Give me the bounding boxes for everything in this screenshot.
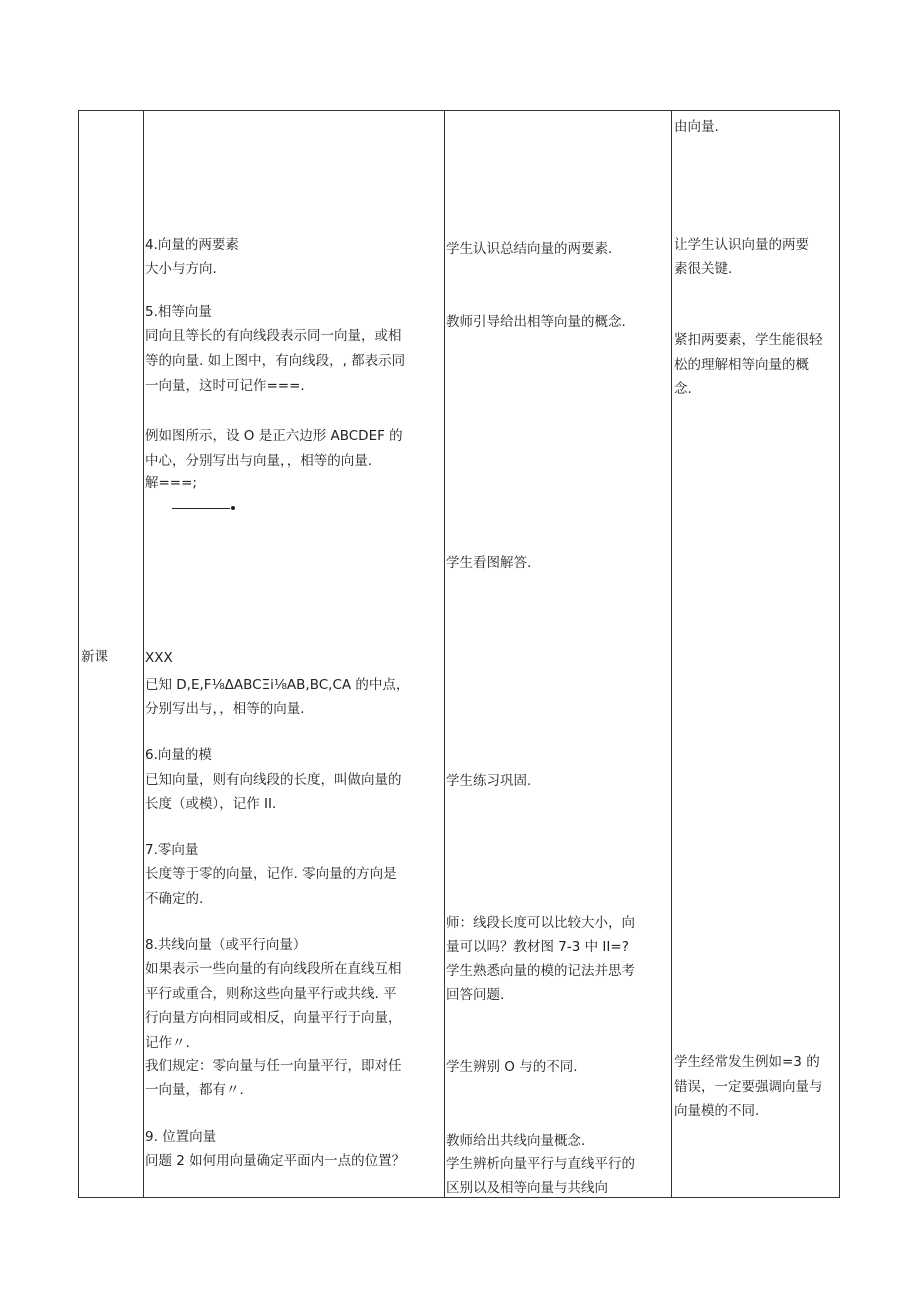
example-line: 例如图所示，设 O 是正六边形 ABCDEF 的 — [145, 428, 403, 444]
column-divider — [671, 111, 672, 1197]
activity-text: 量可以吗？教材图 7-3 中 II=? — [446, 939, 629, 955]
intent-text: 向量模的不同. — [674, 1103, 760, 1119]
item8-line: 平行或重合，则称这些向量平行或共线. 平 — [145, 986, 397, 1002]
activity-text: 教师给出共线向量概念. — [446, 1133, 586, 1149]
intent-text: 由向量. — [674, 119, 719, 135]
item9-title: 9. 位置向量 — [145, 1129, 217, 1145]
item6-line: 长度（或模），记作 II. — [145, 796, 277, 812]
item8-line: 行向量方向相同或相反，向量平行于向量， — [145, 1010, 402, 1026]
item5-line: 一向量，这时可记作===. — [145, 378, 305, 394]
activity-text: 学生熟悉向量的模的记法并思考 — [446, 963, 635, 979]
item8-line: 记作〃. — [145, 1035, 190, 1051]
activity-text: 学生看图解答. — [446, 555, 532, 571]
activity-text: 回答问题. — [446, 987, 505, 1003]
intent-text: 念. — [674, 381, 692, 397]
item9-line: 问题 2 如何用向量确定平面内一点的位置？ — [145, 1153, 406, 1169]
item8-line: 如果表示一些向量的有向线段所在直线互相 — [145, 961, 402, 977]
intent-text: 让学生认识向量的两要 — [674, 237, 809, 253]
exercise-line: 已知 D,E,F⅛ΔABCΞi⅛AB,BC,CA 的中点， — [145, 677, 410, 693]
activity-text: 学生认识总结向量的两要素. — [446, 241, 613, 257]
item4-title: 4.向量的两要素 — [145, 237, 239, 253]
example-line: 中心，分别写出与向量，，相等的向量. — [145, 453, 373, 469]
activity-text: 教师引导给出相等向量的概念. — [446, 314, 626, 330]
exercise-line: 分别写出与，，相等的向量. — [145, 701, 305, 717]
activity-text: 学生辨别 O 与的不同. — [446, 1059, 578, 1075]
intent-text: 错误，一定要强调向量与 — [674, 1079, 823, 1095]
item5-line: 同向且等长的有向线段表示同一向量，或相 — [145, 328, 402, 344]
item5-line: 等的向量. 如上图中，有向线段，, 都表示同 — [145, 353, 406, 369]
item7-line: 长度等于零的向量，记作. 零向量的方向是 — [145, 866, 397, 882]
column-divider — [444, 111, 445, 1197]
item7-title: 7.零向量 — [145, 842, 199, 858]
intent-text: 紧扣两要素，学生能很轻 — [674, 332, 823, 348]
item8-line: 一向量，都有〃. — [145, 1082, 244, 1098]
item5-title: 5.相等向量 — [145, 304, 212, 320]
section-label: 新课 — [81, 649, 108, 665]
item8-title: 8.共线向量（或平行向量） — [145, 937, 307, 953]
intent-text: 素很关键. — [674, 261, 733, 277]
item6-line: 已知向量，则有向线段的长度，叫做向量的 — [145, 772, 402, 788]
intent-text: 学生经常发生例如=3 的 — [674, 1054, 820, 1070]
activity-text: 区别以及相等向量与共线向 — [446, 1180, 608, 1196]
example-line: 解===; — [145, 475, 197, 491]
figure-point — [231, 506, 235, 510]
lesson-table — [78, 110, 840, 1198]
item6-title: 6.向量的模 — [145, 747, 212, 763]
activity-text: 师：线段长度可以比较大小，向 — [446, 915, 635, 931]
xxx-label: XXX — [145, 650, 173, 666]
intent-text: 松的理解相等向量的概 — [674, 357, 809, 373]
activity-text: 学生练习巩固. — [446, 773, 532, 789]
item8-line: 我们规定：零向量与任一向量平行，即对任 — [145, 1058, 402, 1074]
column-divider — [143, 111, 144, 1197]
item4-body: 大小与方向. — [145, 261, 217, 277]
item7-line: 不确定的. — [145, 891, 204, 907]
activity-text: 学生辨析向量平行与直线平行的 — [446, 1156, 635, 1172]
figure-segment — [172, 508, 230, 509]
